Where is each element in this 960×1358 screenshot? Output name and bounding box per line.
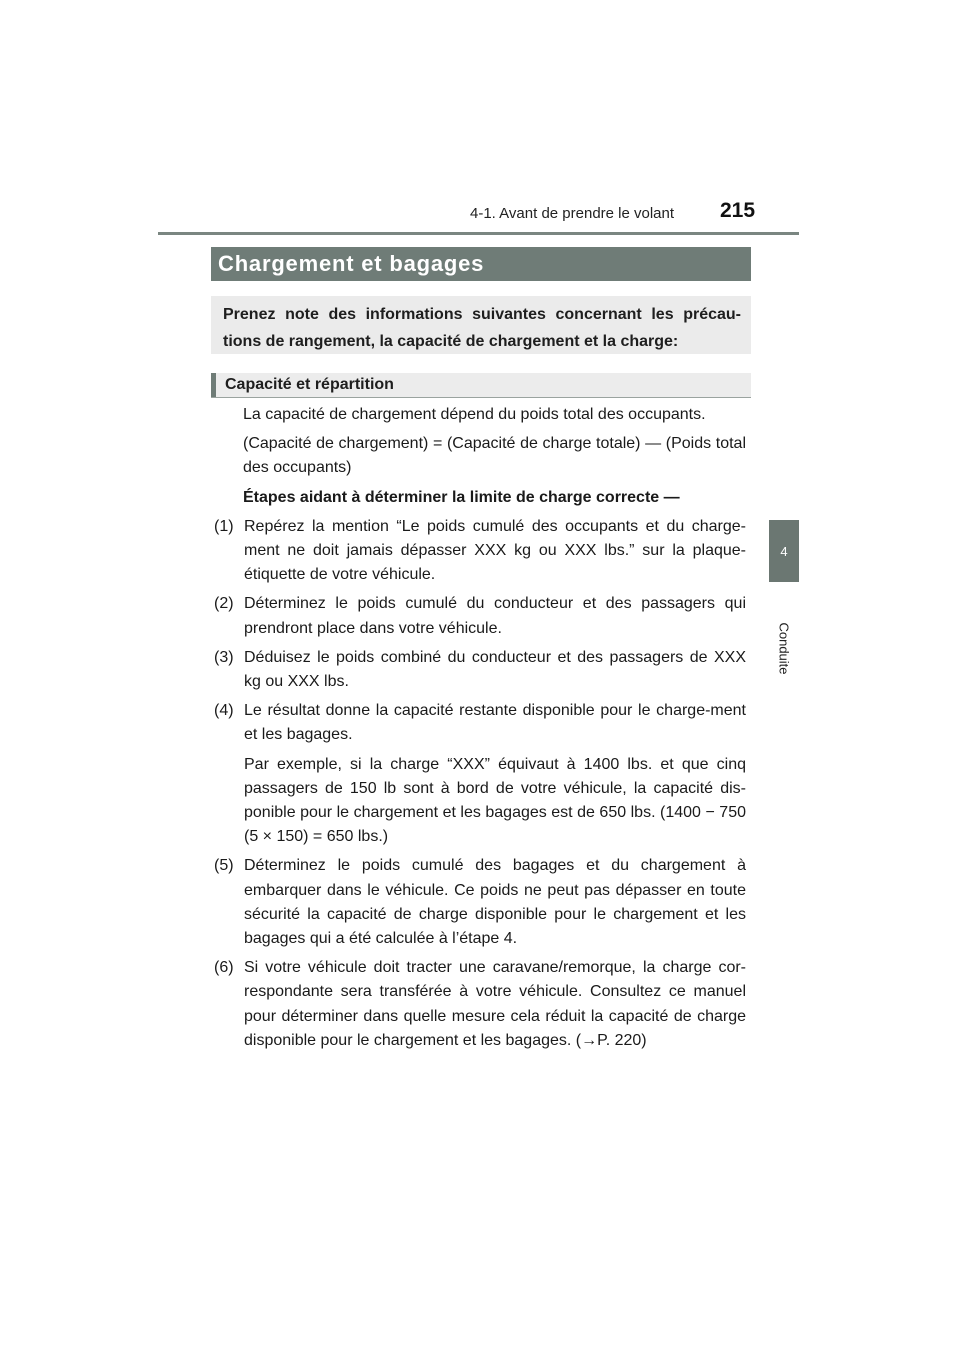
step-text: Par exemple, si la charge “XXX” équivaut à 1400 lbs. et que cinq passagers de 150 lb sont à bord de votre véhicule, la capacité dis-ponible pour le chargement et les bagages est de 650 lbs. (1400 − 750 (5 × 150) = 650 lbs.) <box>244 755 746 846</box>
steps-heading: Étapes aidant à déterminer la limite de charge correcte — <box>243 488 680 506</box>
chapter-tab[interactable] <box>769 520 799 582</box>
step-number: (1) <box>214 517 234 535</box>
section-header: 4-1. Avant de prendre le volant <box>470 205 675 222</box>
chapter-label-text: Conduite <box>776 621 792 675</box>
section-title: Chargement et bagages <box>218 251 485 276</box>
step-text: Déterminez le poids cumulé du conducteur et des passagers qui prendront place dans votre véhicule. <box>244 595 746 637</box>
step-item <box>214 515 746 588</box>
step-item <box>214 699 746 747</box>
step-number: (5) <box>214 857 234 875</box>
intro-box <box>211 296 751 354</box>
step-example <box>214 753 746 850</box>
subsection-heading <box>211 373 751 398</box>
chapter-label <box>752 618 816 678</box>
step-text: Déterminez le poids cumulé des bagages et du chargement à embarquer dans le véhicule. Ce poids ne peut pas dépasser en toute sécurité la capacité de charge disponible pour le chargement et les bagages qui a été calculée à l’étape 4. <box>244 857 746 948</box>
step-item <box>214 956 746 1053</box>
step-number <box>214 753 244 850</box>
body-content <box>214 403 746 1053</box>
step-number: (3) <box>214 648 234 666</box>
step-number: (6) <box>214 959 234 977</box>
subsection-accent <box>211 373 216 397</box>
paragraph-capacity: La capacité de chargement dépend du poids total des occupants. <box>243 406 706 423</box>
section-title-bar <box>211 247 751 281</box>
subsection-title: Capacité et répartition <box>225 376 394 393</box>
step-item <box>214 646 746 694</box>
step-item <box>214 854 746 951</box>
step-number: (2) <box>214 595 234 613</box>
step-text: Le résultat donne la capacité restante disponible pour le charge-ment et les bagages. <box>244 702 746 744</box>
step-item <box>214 592 746 640</box>
paragraph-formula: (Capacité de chargement) = (Capacité de charge totale) — (Poids total des occupants) <box>243 435 746 477</box>
header-divider <box>158 232 799 235</box>
page-number: 215 <box>720 199 756 222</box>
step-number: (4) <box>214 702 234 720</box>
intro-text: Prenez note des informations suivantes concernant les précau-tions de rangement, la capacité de chargement et la charge: <box>223 306 741 350</box>
chapter-tab-number: 4 <box>780 543 788 559</box>
step-text: Déduisez le poids combiné du conducteur et des passagers de XXX kg ou XXX lbs. <box>244 648 746 691</box>
step-text: Si votre véhicule doit tracter une caravane/remorque, la charge cor-respondante sera transférée à votre véhicule. Consultez ce manuel pour déterminer dans quelle mesure cela réduit la capacité de charge disponible pour le chargement et les bagages. (→P. 220) <box>244 959 746 1049</box>
step-text: Repérez la mention “Le poids cumulé des occupants et du charge-ment ne doit jamais dépasser XXX kg ou XXX lbs.” sur la plaque-étiquette de votre véhicule. <box>244 517 746 584</box>
